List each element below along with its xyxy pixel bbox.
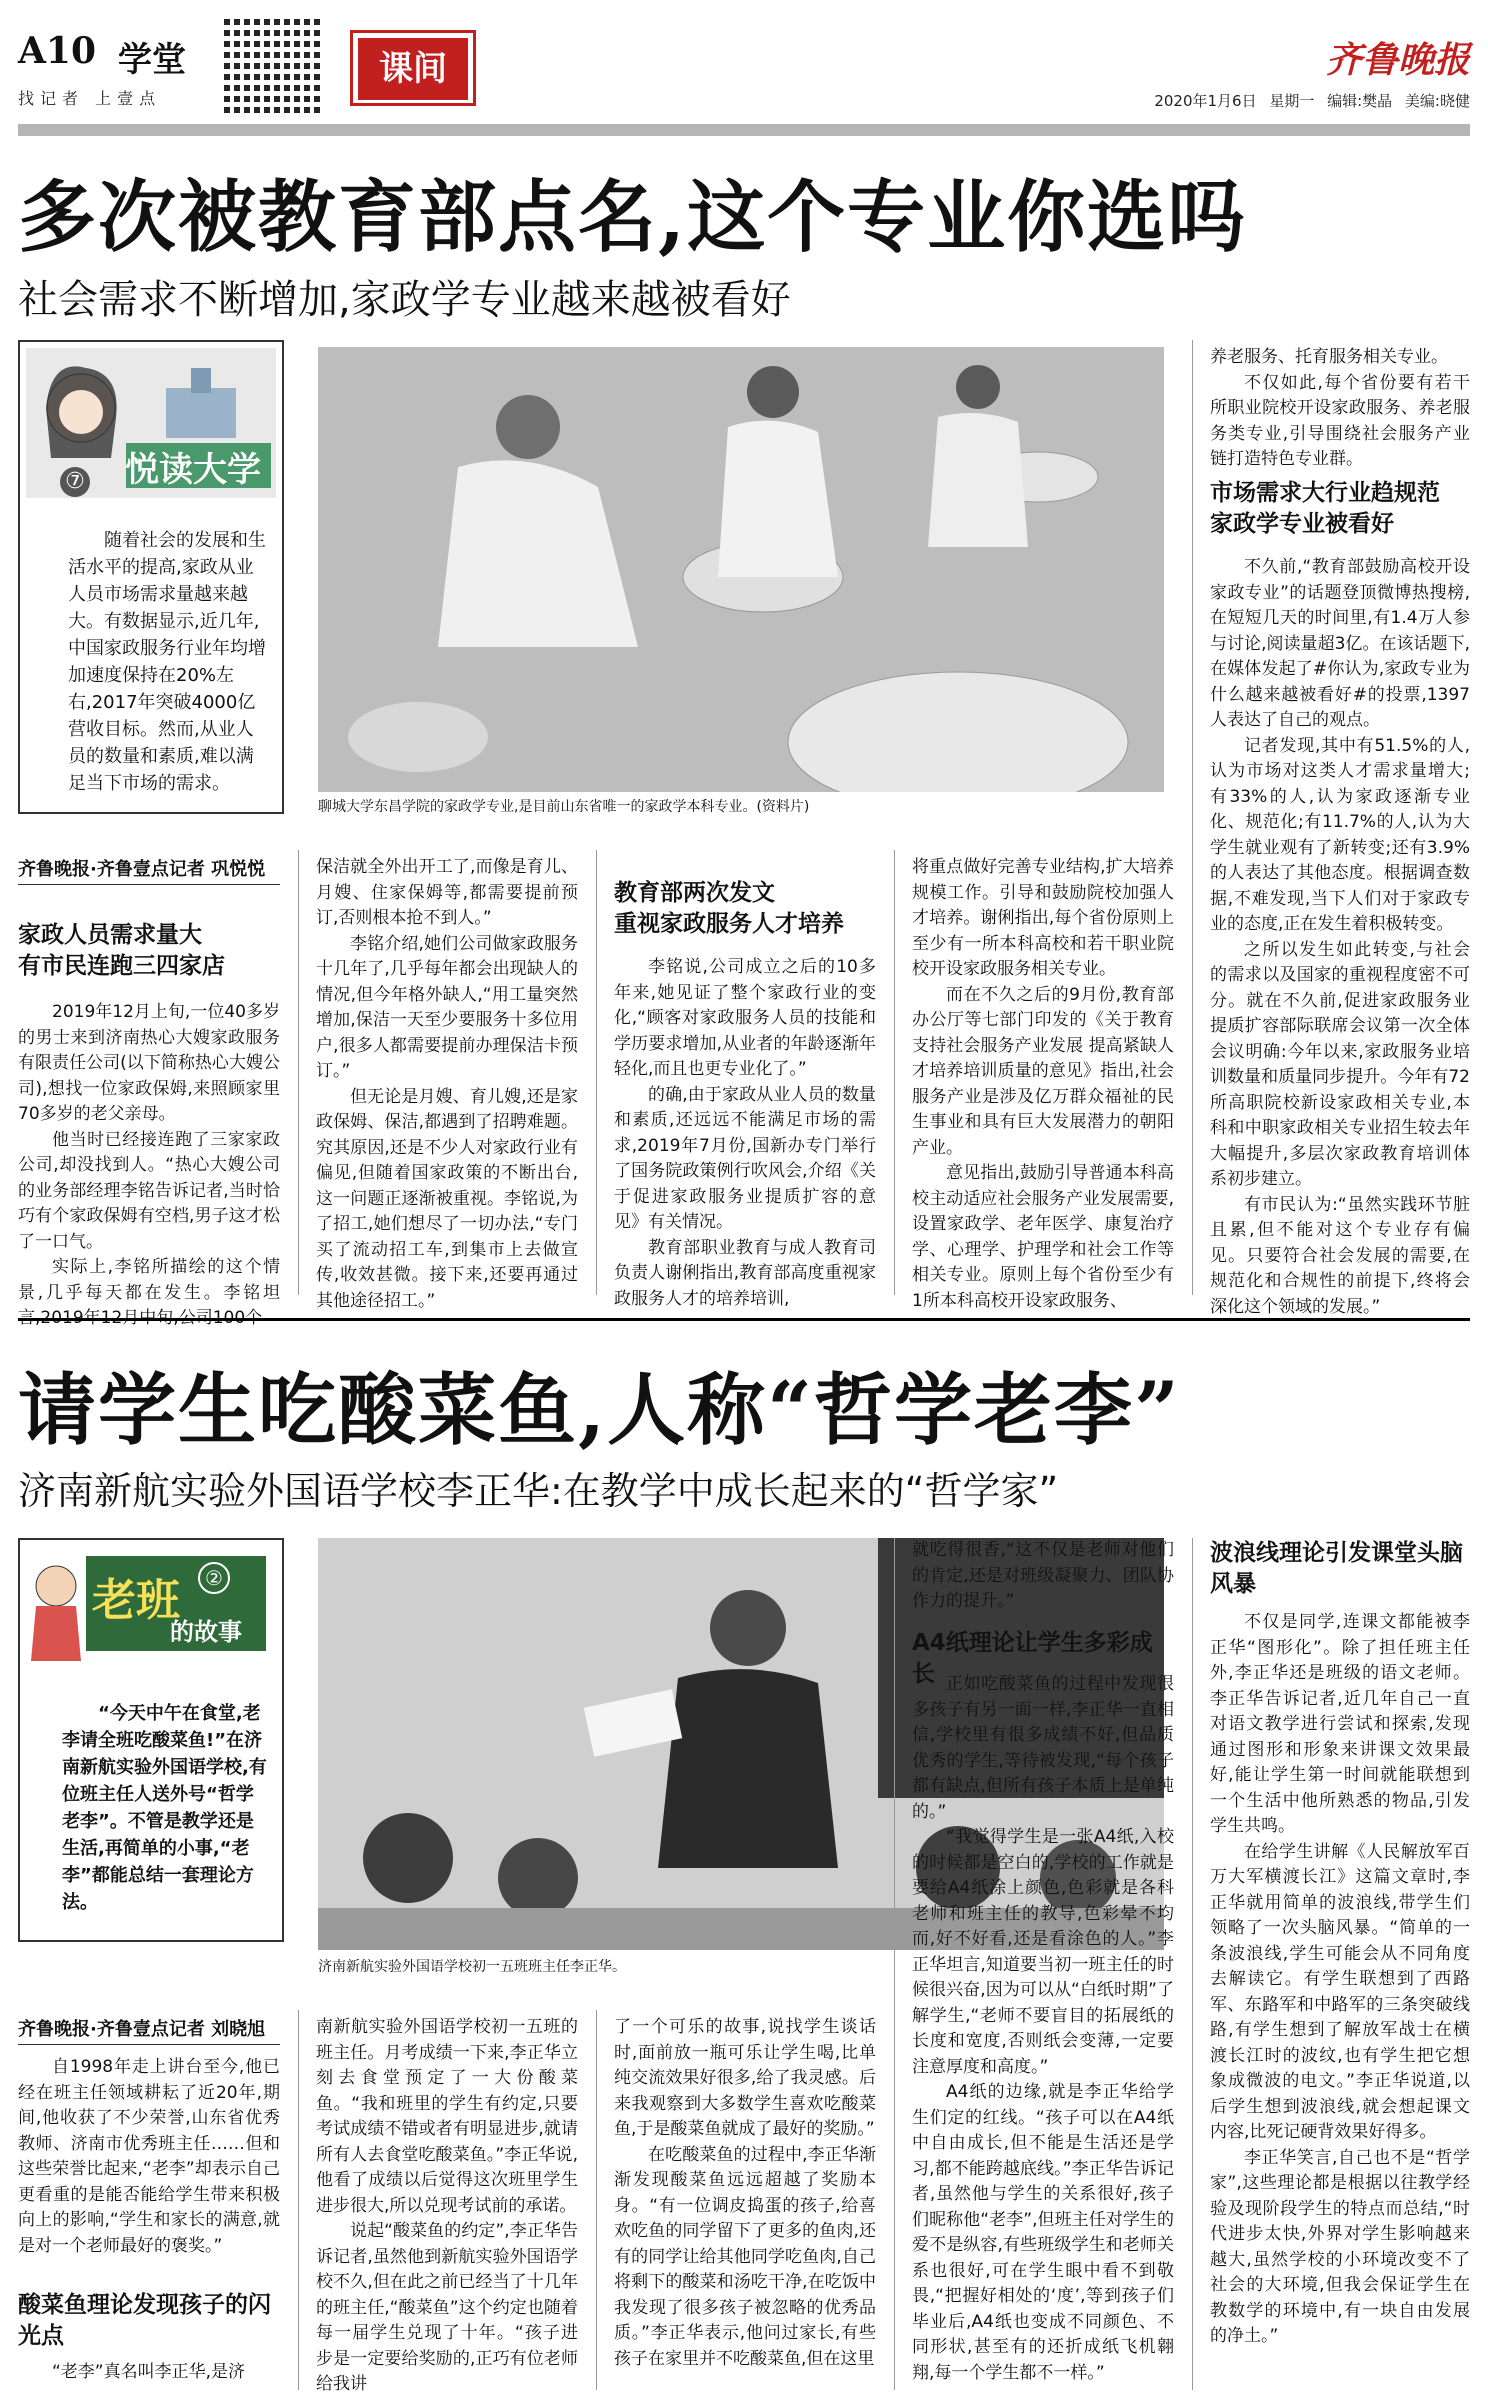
column-divider xyxy=(596,2010,597,2390)
article1-sec2-head: 教育部两次发文 重视家政服务人才培养 xyxy=(614,880,844,937)
article1-headline: 多次被教育部点名,这个专业你选吗 xyxy=(18,172,1248,263)
column-divider xyxy=(1192,1538,1193,2390)
dateline: 2020年1月6日 星期一 编辑:樊晶 美编:晓健 xyxy=(1154,92,1470,110)
article2-sec1-head: 酸菜鱼理论发现孩子的闪光点 xyxy=(18,2292,271,2349)
article1-intro: 随着社会的发展和生活水平的提高,家政从业人员市场需求量越来越大。有数据显示,近几年,中国家政服务行业年均增加速度保持在20%左右,2017年突破4000亿营收目标。然而,从业人员的数量和素质,难以满足当下市场的需求。 xyxy=(68,530,266,794)
article2-col2: 南新航实验外国语学校初一五班的班主任。月考成绩一下来,李正华立刻去食堂预定了一大份酸菜鱼。“我和班里的学生有约定,只要考试成绩不错或者有明显进步,就请所有人去食堂吃酸菜鱼。”李正华说,他看了成绩以后觉得这次班里学生进步很大,所以兑现考试前的承诺。 说起“酸菜鱼的约定”,李正华告诉记者,虽然他到新航实验外国语学校不久,但在此之前已经当了十几年的班主任,“酸菜鱼”这个约定也随着每一届学生兑现了十年。“孩子进步是一定要给奖励的,正巧有位老师给我讲 xyxy=(316,2017,578,2394)
article1-col1: 2019年12月上旬,一位40多岁的男士来到济南热心大嫂家政服务有限责任公司(以下简称热心大嫂公司),想找一位家政保姆,来照顾家里70多岁的老父亲母。 他当时已经接连跑了三家家政公司,却没找到人。“热心大嫂公司的业务部经理李铭告诉记者,当时恰巧有个家政保姆有空档,男子这才松了一口气。 实际上,李铭所描绘的这个情景,几乎每天都在发生。李铭坦 xyxy=(18,1002,280,1303)
column-divider xyxy=(298,850,299,1295)
column-divider xyxy=(596,850,597,1295)
article2-col1b: “老李”真名叫李正华,是济 xyxy=(52,2362,246,2382)
masthead xyxy=(18,10,1470,130)
article1-col2: 保洁就全外出开工了,而像是育儿、月嫂、住家保姆等,都需要提前预订,否则根本抢不到人。” 李铭介绍,她们公司做家政服务十几年了,几乎每年都会出现缺人的情况,但今年格外缺人,“用工量突然增加,保洁一天至少要服务十多位用户,很多人都需要提前办理保洁卡预订。” 但无论是月嫂、育儿嫂,还是家政保姆、保洁,都遇到了招聘难题。究其原因,还是不少人对家政行业有偏见,但随着国家政策的不断出台,这一问题正逐渐被重视。李铭说,为了招工,她们想尽了一切办法,“专门买了流动招工车,到集市上去做宣传,收效甚微。接下来,还要再通过其他途径招工。” xyxy=(316,857,578,1311)
article2-col5: 不仅是同学,连课文都能被李正华“图形化”。除了担任班主任外,李正华还是班级的语文老师。李正华告诉记者,近几年自己一直对语文教学进行尝试和探索,发现通过图形和形象来讲课文效果最好,能让学生第一时间就能联想到一个生活中他所熟悉的物品,引发学生共鸣。 在给学生讲解《人民解放军百万大军横渡长江》这篇文章时,李正华就用简单的波浪线,带学生们领略了一次头脑风暴。“简单的一条波浪线,学生可能会从不同角度去解读它。有学生联想到了西路军、东路军和中路军的三条突破线路,有学生想到了解放军战士在横渡长江时的波纹,也有学生把它想象成微波的电文。”李正华说道,以后学生想到波浪线,就会想起课文内容,比死记硬背效果好得多。 李正华笑言,自己也不是“哲学家”,这些理论都是根据以往教学经验及现阶段学生的特点而总结,“时代进步太快,外界对学生影响越来越大,虽然学校的小环境改变不了社会的大环境,但我会保证学生在教数学的环境中,有一块自由发展的净土。” xyxy=(1210,1612,1470,2346)
article1-photo xyxy=(318,347,1164,792)
qr-code-icon[interactable] xyxy=(224,18,324,118)
logo-subtitle: 的故事 xyxy=(170,1618,242,1646)
article1-col5b: 不久前,“教育部鼓励高校开设家政专业”的话题登顶微博热搜榜,在短短几天的时间里,有1.4万人参与讨论,阅读量超3亿。在该话题下,在媒体发起了#你认为,家政专业为什么越来越被看好#的投票,1397人表达了自己的观点。 记者发现,其中有51.5%的人,认为市场对这类人才需求量增大;有33%的人,认为家政逐渐专业化、规范化;有11.7%的人,认为大学生就业观有了新转变;还有3.9%的人表达了其他态度。根据调查数据,不难发现,当下人们对于家政专业的态度,正在发生着积极转变。 之所以发生如此转变,与社会的需求以及国家的重视程度密不可分。就在不久前,促进家政服务业提质扩容部际联席会议第一次全体会议明确:今年以来,家政服务业培训数量和质量同步提升。今年有72所高职院校新设家政相关专业,本科和中职家政相关专业招生较去年大幅提升,多层次家政教育培训体系初步建立。 有市民认为:“虽然实践环节脏且累,但不能对这个专业存有偏见。只要符合社会发展的需要,在规范化和合规性的前提下,终将会深化这个领域的发展。” xyxy=(1210,557,1470,1317)
article2-col1: 自1998年走上讲台至今,他已经在班主任领域耕耘了近20年,期间,他收获了不少荣誉,山东省优秀教师、济南市优秀班主任……但和这些荣誉比起来,“老李”却表示自己更看重的是能否能给学生带来积极向上的影响,“学生和家长的满意,就是对一个老师最好的褒奖。” xyxy=(18,2057,280,2256)
byline-rule xyxy=(18,884,280,885)
article2-col3: 了一个可乐的故事,说找学生谈话时,面前放一瓶可乐让学生喝,比单纯交流效果好很多,给了我灵感。后来我观察到大多数学生喜欢吃酸菜鱼,于是酸菜鱼就成了最好的奖励。” 在吃酸菜鱼的过程中,李正华渐渐发现酸菜鱼远远超越了奖励本身。“有一位调皮捣蛋的孩子,给喜欢吃鱼的同学留下了更多的鱼肉,还有的同学让给其他同学吃鱼肉,自己将剩下的酸菜和汤吃干净,在吃饭中我发现了很多孩子被忽略的优秀品质。”李正华表示,他问过家长,有些孩子在家里并不吃酸菜鱼,但在这里 xyxy=(614,2017,876,2369)
column-divider xyxy=(298,2010,299,2390)
masthead-divider xyxy=(18,124,1470,136)
article2-byline: 齐鲁晚报·齐鲁壹点记者 刘晓旭 xyxy=(18,2019,266,2040)
article1-photo-caption: 聊城大学东昌学院的家政学专业,是目前山东省唯一的家政学本科专业。(资料片) xyxy=(318,799,810,815)
article1-sec3-head: 市场需求大行业趋规范 家政学专业被看好 xyxy=(1210,480,1440,537)
logo-number: ② xyxy=(198,1562,230,1594)
article1-subhead: 社会需求不断增加,家政学专业越来越被看好 xyxy=(18,277,791,323)
column-divider xyxy=(894,1538,895,2390)
column-divider xyxy=(894,850,895,1295)
article2-headline: 请学生吃酸菜鱼,人称“哲学老李” xyxy=(18,1365,1181,1456)
logo-title: 悦读大学 xyxy=(125,450,261,490)
section-name: 学堂 xyxy=(118,40,186,80)
page-number: A10 xyxy=(18,30,97,72)
column-tag: 课间 xyxy=(358,38,468,100)
logo-number: ⑦ xyxy=(60,467,90,497)
article2-photo-caption: 济南新航实验外国语学校初一五班班主任李正华。 xyxy=(318,1959,626,1975)
article2-sec2-head: A4纸理论让学生多彩成长 xyxy=(912,1630,1153,1687)
masthead-slogan: 找记者 上壹点 xyxy=(18,89,162,108)
byline-rule xyxy=(18,2044,280,2045)
article1-col3: 李铭说,公司成立之后的10多年来,她见证了整个家政行业的变化,“顾客对家政服务人员的技能和学历要求增加,从业者的年龄逐渐年轻化,而且也更专业化了。” 的确,由于家政从业人员的数量和素质,还远远不能满足市场的需求,2019年7月份,国新办专门举行了国务院政策例行吹风会,介绍《关于促进家政服务业提质扩容的意见》有关情况。 教育部职业教育与成人教育司负责人谢俐指出,教育部高度重视家政服务人才的培养培训, xyxy=(614,957,876,1309)
column-logo-box xyxy=(18,340,284,814)
article2-sec3-head: 波浪线理论引发课堂头脑风暴 xyxy=(1210,1540,1463,1597)
column-logo-box xyxy=(18,1538,284,1942)
article2-col4a: 就吃得很香,“这不仅是老师对他们的肯定,还是对班级凝聚力、团队协作力的提升。” xyxy=(912,1540,1174,1611)
article2-col4b: 正如吃酸菜鱼的过程中发现很多孩子有另一面一样,李正华一直相信,学校里有很多成绩不好,但品质优秀的学生,等待被发现,“每个孩子都有缺点,但所有孩子本质上是单纯的。” “我觉得学生是一张A4纸,入校的时候都是空白的,学校的工作就是要给A4纸涂上颜色,色彩就是各科老师和班主任的教导,色彩晕不均而,好不好看,还是看涂色的人。”李正华坦言,知道要当初一班主任的时候很兴奋,因为可以从“白纸时期”了解学生,“老师不要盲目的拓展纸的长度和宽度,否则纸会变薄,一定要注意厚度和高度。” A4纸的边缘,就是李正华给学生们定的红线。“孩子可以在A4纸中自由成长,但不能是生活还是学习,都不能跨越底线。”李正华告诉记者,虽然他与学生的关系很好,孩子们昵称他“老李”,但班主任对学生的爱不是纵容,有些班级学生和老师关系也很好,可在学生眼中看不到敬畏,“把握好相处的‘度’,等到孩子们毕业后,A4纸也变成不同颜色、不同形状,甚至有的还折成纸飞机翱翔,每一个学生都不一样。” xyxy=(912,1674,1174,2383)
article1-byline: 齐鲁晚报·齐鲁壹点记者 巩悦悦 xyxy=(18,859,266,880)
article1-col4: 将重点做好完善专业结构,扩大培养规模工作。引导和鼓励院校加强人才培养。谢俐指出,每个省份原则上至少有一所本科高校和若干职业院校开设家政服务相关专业。 而在不久之后的9月份,教育部办公厅等七部门印发的《关于教育支持社会服务产业发展 提高紧缺人才培养培训质量的意见》指出,社会服务产业是涉及亿万群众福祉的民生事业和具有巨大发展潜力的朝阳产业。 意见指出,鼓励引导普通本科高校主动适应社会服务产业发展需要,设置家政学、老年医学、康复治疗学、心理学、护理学和社会工作等相关专业。原则上每个省份至少有1所本科高校开设家政服务、 xyxy=(912,857,1174,1311)
article2-subhead: 济南新航实验外国语学校李正华:在教学中成长起来的“哲学家” xyxy=(18,1469,1059,1513)
article-divider xyxy=(18,1318,1470,1321)
column-divider xyxy=(1192,340,1193,1295)
article1-sec1-head: 家政人员需求量大 有市民连跑三四家店 xyxy=(18,922,225,979)
article2-intro: “今天中午在食堂,老李请全班吃酸菜鱼!”在济南新航实验外国语学校,有位班主任人送外号“哲学老李”。不管是教学还是生活,再简单的小事,“老李”都能总结一套理论方法。 xyxy=(62,1703,267,1913)
logo-title: 老班 xyxy=(92,1575,180,1626)
article1-col5a: 养老服务、托育服务相关专业。 不仅如此,每个省份要有若干所职业院校开设家政服务、养老服务类专业,引导围绕社会服务产业链打造特色专业群。 xyxy=(1210,347,1470,469)
newspaper-logo: 齐鲁晚报 xyxy=(1325,39,1470,81)
